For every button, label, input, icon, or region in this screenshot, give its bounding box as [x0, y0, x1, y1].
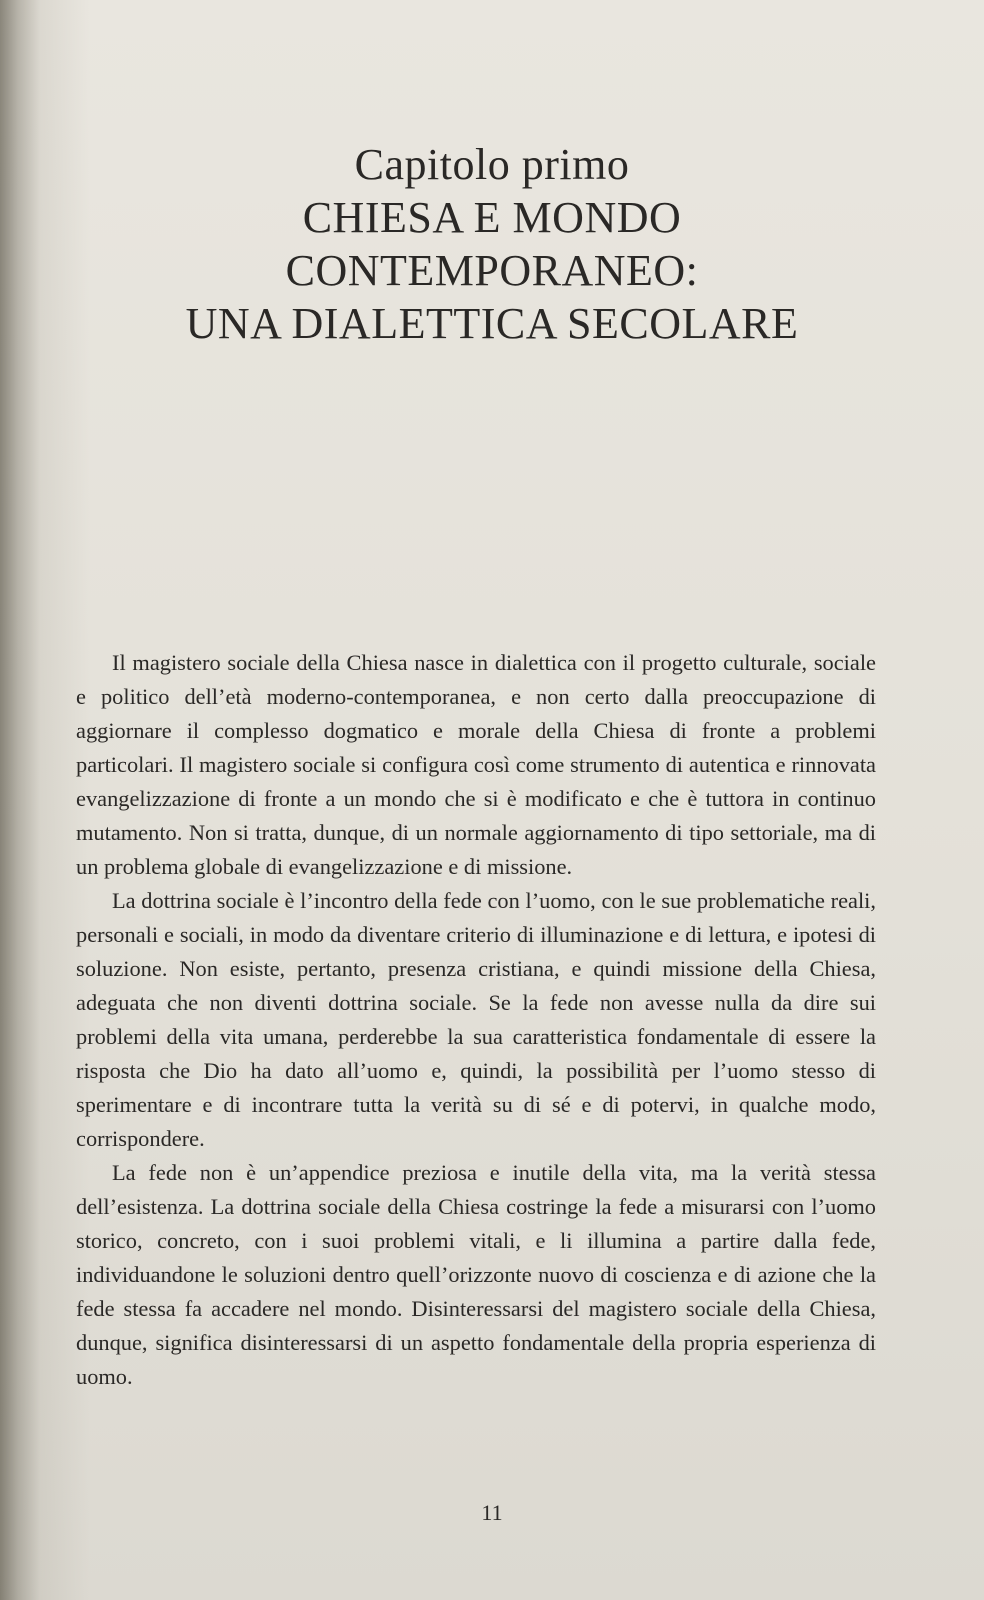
paragraph-3: La fede non è un’appendice preziosa e inutile della vita, ma la verità stessa dell’esistenza. La dottrina sociale della Chiesa costringe la fede a misurarsi con l’uomo storico, concreto, con i suoi problemi vitali, e li illumina a partire dalla fede, individuandone le soluzioni dentro quell’orizzonte nuovo di coscienza e di azione che la fede stessa fa accadere nel mondo. Disinteressarsi del magistero sociale della Chiesa, dunque, significa disinteressarsi di un aspetto fondamentale della propria esperienza di uomo.: [76, 1160, 876, 1389]
page-number: 11: [481, 1500, 503, 1525]
chapter-title-line-1: CHIESA E MONDO: [302, 193, 682, 242]
paragraph-1: Il magistero sociale della Chiesa nasce in dialettica con il progetto culturale, sociale e politico dell’età moderno-contemporanea, e non certo dalla preoccupazione di aggiornare il complesso dogmatico e morale della Chiesa di fronte a problemi particolari. Il magistero sociale si configura così come strumento di autentica e rinnovata evangelizzazione di fronte a un mondo che si è modificato e che è tuttora in continuo mutamento. Non si tratta, dunque, di un normale aggiornamento di tipo settoriale, ma di un problema globale di evangelizzazione e di missione.: [76, 650, 876, 879]
chapter-label: Capitolo primo: [354, 140, 630, 189]
chapter-title-line-3: UNA DIALETTICA SECOLARE: [185, 299, 799, 348]
chapter-heading: [0, 138, 984, 350]
body-text: [76, 646, 876, 1394]
paragraph-2: La dottrina sociale è l’incontro della fede con l’uomo, con le sue problematiche reali, personali e sociali, in modo da diventare criterio di illuminazione e di lettura, e ipotesi di soluzione. Non esiste, pertanto, presenza cristiana, e quindi missione della Chiesa, adeguata che non diventi dottrina sociale. Se la fede non avesse nulla da dire sui problemi della vita umana, perderebbe la sua caratteristica fondamentale di essere la risposta che Dio ha dato all’uomo e, quindi, la possibilità per l’uomo stesso di sperimentare e di incontrare tutta la verità su di sé e di potervi, in qualche modo, corrispondere.: [76, 888, 876, 1151]
chapter-title-line-2: CONTEMPORANEO:: [285, 246, 699, 295]
